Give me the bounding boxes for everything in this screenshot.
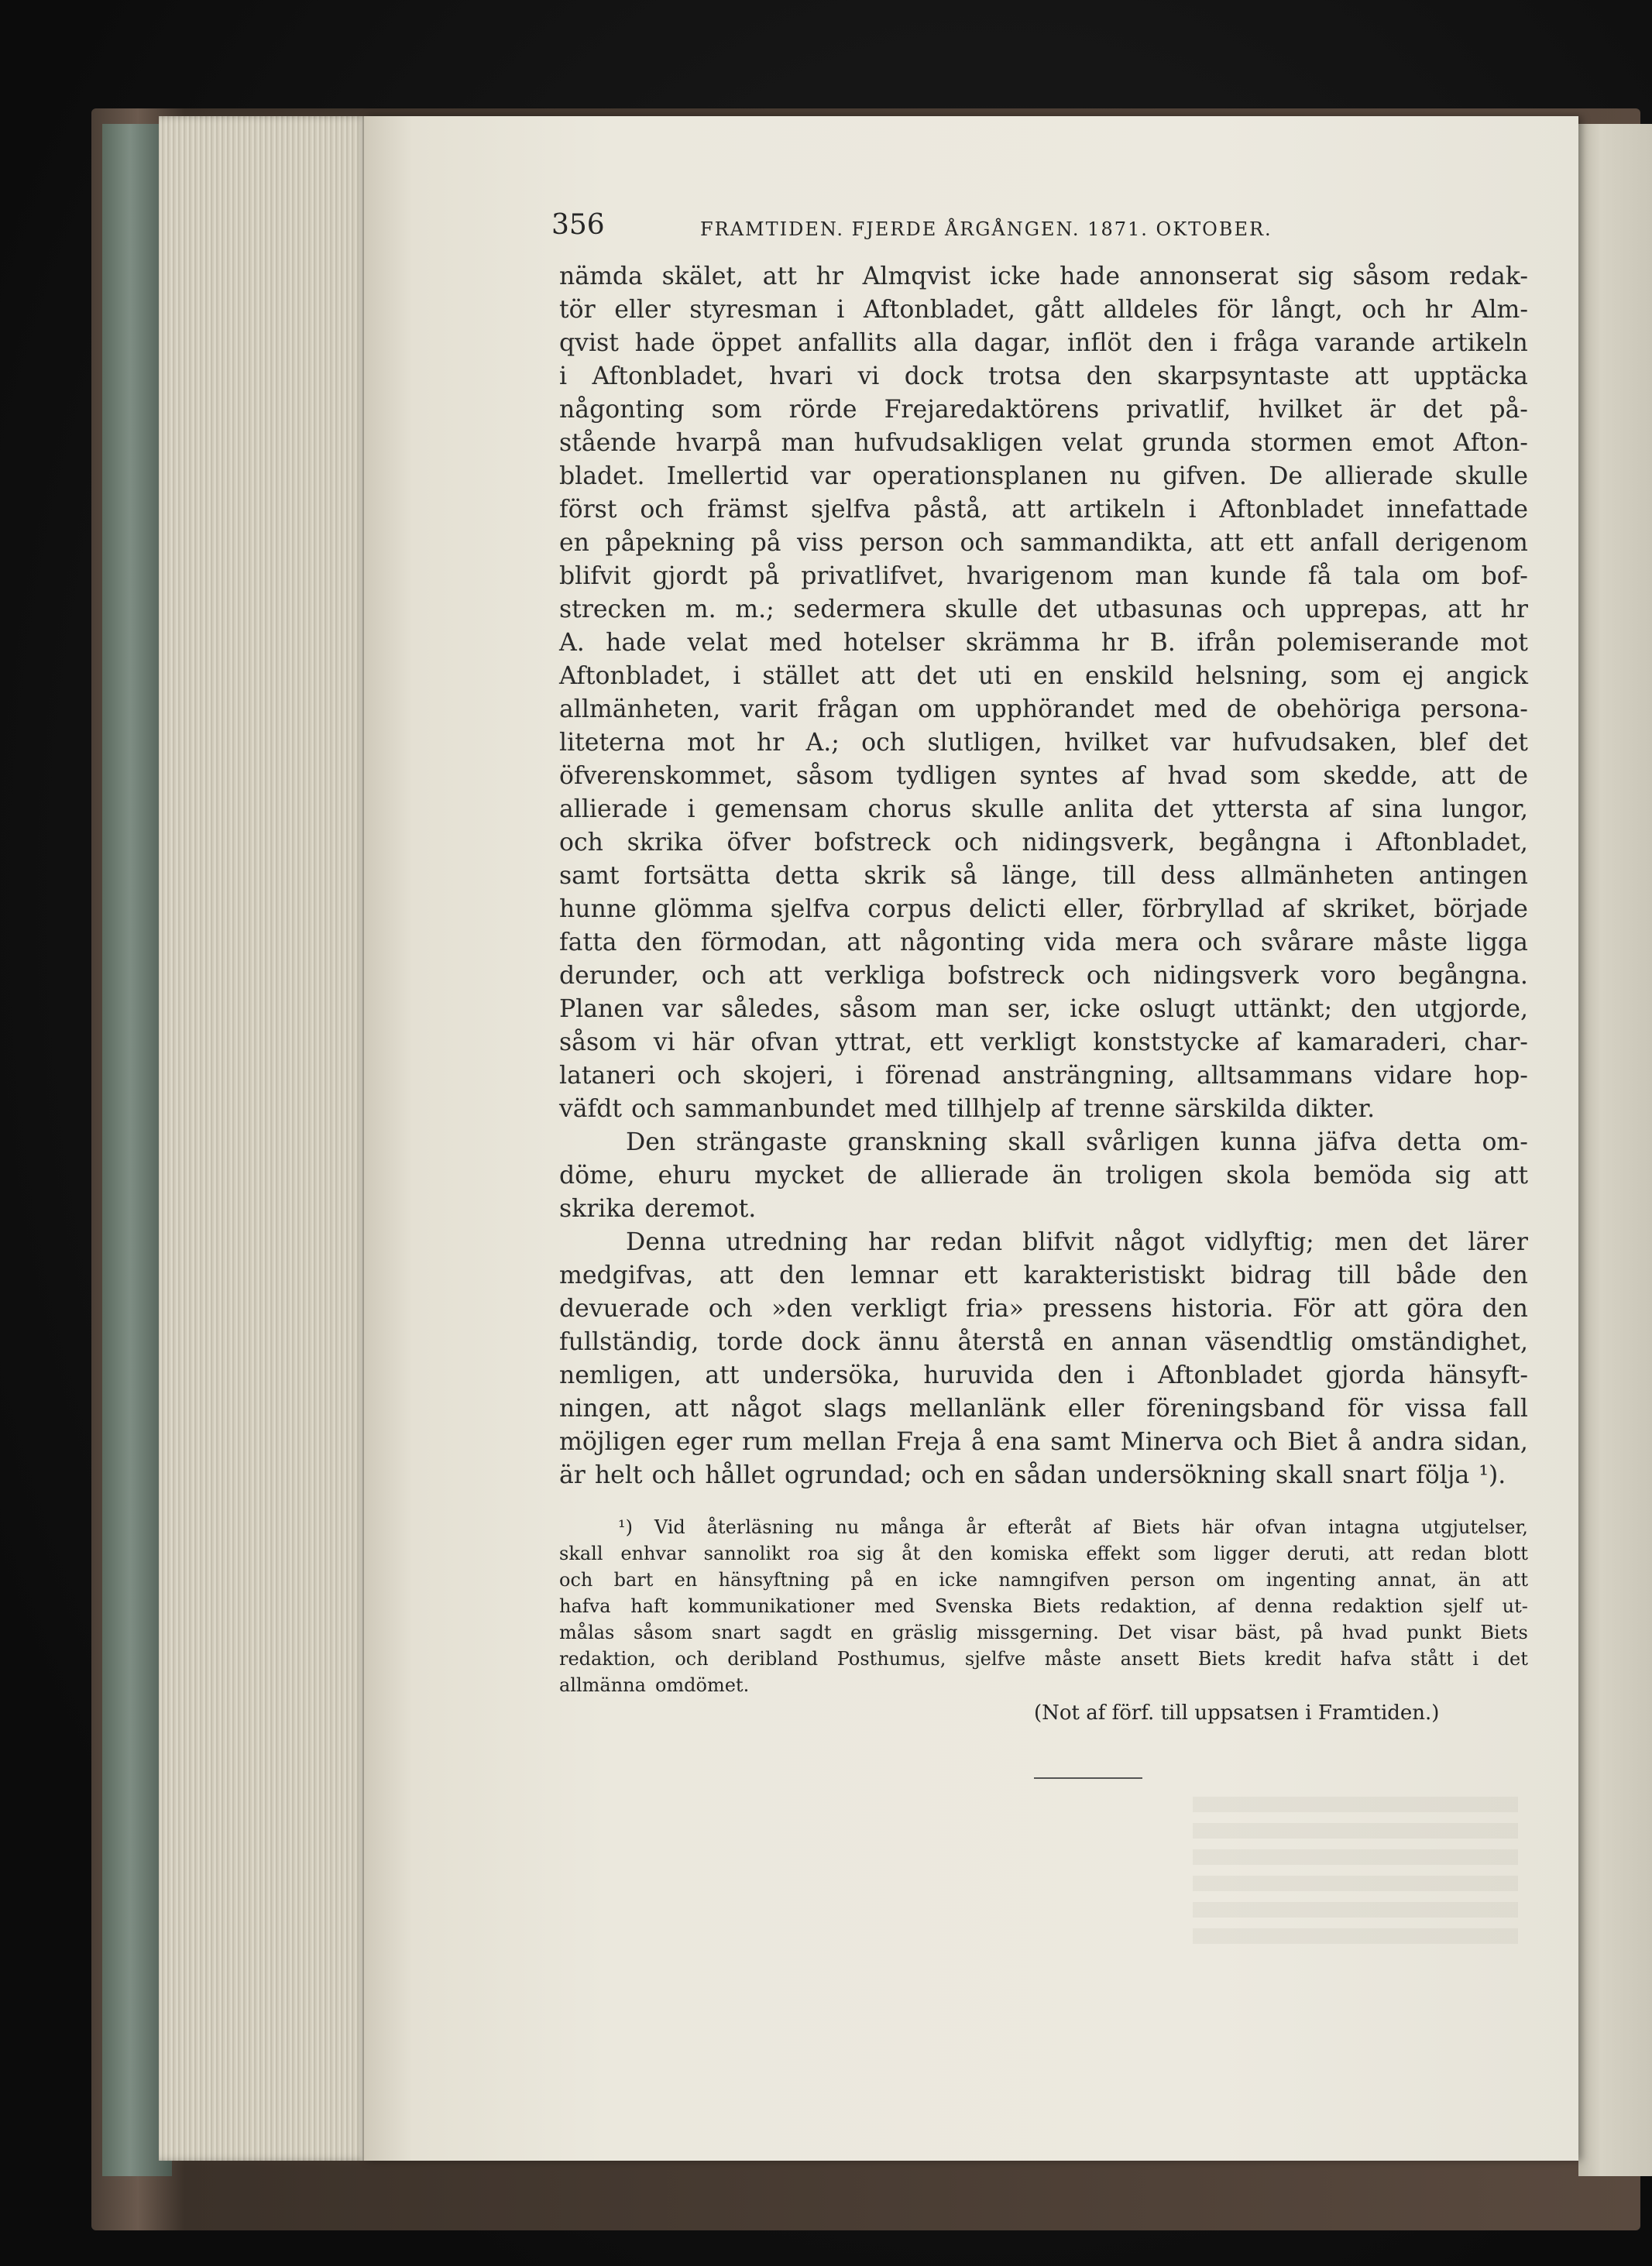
text-line: allmänheten, varit frågan om upphörandet med de obehöriga personа- [559, 695, 1528, 723]
section-rule [1034, 1777, 1142, 1779]
footnote-line: målas såsom snart sagdt en gräslig missgerning. Det visar bäst, på hvad punkt Biets [559, 1622, 1528, 1643]
page-edges [159, 116, 368, 2161]
text-line: allierade i gemensam chorus skulle anlita det yttersta af sina lungor, [559, 795, 1528, 823]
text-line: nemligen, att undersöka, huruvida den i Aftonbladet gjorda hänsyft- [559, 1361, 1528, 1389]
text-line: blifvit gjordt på privatlifvet, hvarigenom man kunde få tala om bof- [559, 562, 1528, 590]
footnote [559, 1514, 1528, 1698]
footnote-signature: (Not af förf. till uppsatsen i Framtiden.) [1034, 1701, 1440, 1725]
text-line: fatta den förmodan, att någonting vida mera och svårare måste ligga [559, 929, 1528, 956]
text-line: liteterna mot hr A.; och slutligen, hvilket var hufvudsaken, blef det [559, 729, 1528, 757]
text-line: hunne glömma sjelfva corpus delicti eller, förbryllad af skriket, började [559, 895, 1528, 923]
text-line: qvist hade öppet anfallits alla dagar, inflöt den i fråga varande artikeln [559, 329, 1528, 357]
text-line: Den strängaste granskning skall svårligen kunna jäfva detta om- [626, 1128, 1528, 1156]
text-line: strecken m. m.; sedermera skulle det utbasunas och upprepas, att hr [559, 596, 1528, 623]
text-line: döme, ehuru mycket de allierade än troligen skola bemöda sig att [559, 1162, 1528, 1190]
text-line: Planen var således, såsom man ser, icke oslugt uttänkt; den utgjorde, [559, 995, 1528, 1023]
text-line: derunder, och att verkliga bofstreck och nidingsverk voro begångna. [559, 962, 1528, 990]
text-line: Denna utredning har redan blifvit något vidlyftig; men det lärer [626, 1228, 1528, 1256]
text-line: möjligen eger rum mellan Freja å ena samt Minerva och Biet å andra sidan, [559, 1428, 1528, 1456]
running-head: FRAMTIDEN. FJERDE ÅRGÅNGEN. 1871. OKTOBER. [700, 218, 1272, 240]
text-line: devuerade och »den verkligt fria» pressens historia. För att göra den [559, 1295, 1528, 1323]
text-line: en påpekning på viss person och sammandikta, att ett anfall derigenom [559, 529, 1528, 557]
footnote-line: redaktion, och deribland Posthumus, sjelfve måste ansett Biets kredit hafva stått i det [559, 1648, 1528, 1670]
text-line: tör eller styresman i Aftonbladet, gått alldeles för långt, och hr Alm- [559, 296, 1528, 324]
footnote-line: skall enhvar sannolikt roa sig åt den komiska effekt som ligger deruti, att redan blott [559, 1543, 1528, 1564]
text-line: nämda skälet, att hr Almqvist icke hade annonserat sig såsom redak- [559, 263, 1528, 290]
facing-page-edge [1578, 124, 1652, 2176]
text-line: stående hvarpå man hufvudsakligen velat grunda stormen emot Afton- [559, 429, 1528, 457]
page-number: 356 [551, 209, 605, 241]
text-line: i Aftonbladet, hvari vi dock trotsa den skarpsyntaste att upptäcka [559, 362, 1528, 390]
text-line: öfverenskommet, såsom tydligen syntes af hvad som skedde, att de [559, 762, 1528, 790]
body-text [559, 260, 1528, 1492]
text-line: samt fortsätta detta skrik så länge, till dess allmänheten antingen [559, 862, 1528, 890]
page-header [551, 209, 1388, 248]
text-line: fullständig, torde dock ännu återstå en annan väsendtlig omständighet, [559, 1328, 1528, 1356]
text-line: såsom vi här ofvan yttrat, ett verkligt konststycke af kamaraderi, char- [559, 1028, 1528, 1056]
text-line: Aftonbladet, i stället att det uti en enskild helsning, som ej angick [559, 662, 1528, 690]
text-line: först och främst sjelfva påstå, att artikeln i Aftonbladet innefattade [559, 496, 1528, 524]
text-line: väfdt och sammanbundet med tillhjelp af trenne särskilda dikter. [559, 1095, 1376, 1123]
footnote-line: och bart en hänsyftning på en icke namngifven person om ingenting annat, än att [559, 1569, 1528, 1591]
footnote-line: allmänna omdömet. [559, 1674, 750, 1696]
text-line: A. hade velat med hotelser skrämma hr B. ifrån polemiserande mot [559, 629, 1528, 657]
footnote-line: hafva haft kommunikationer med Svenska Biets redaktion, af denna redaktion sjelf ut- [559, 1595, 1528, 1617]
text-line: skrika deremot. [559, 1195, 757, 1223]
text-line: och skrika öfver bofstreck och nidingsverk, begångna i Aftonbladet, [559, 829, 1528, 857]
text-line: bladet. Imellertid var operationsplanen nu gifven. De allierade skulle [559, 462, 1528, 490]
bleed-through [1193, 1797, 1518, 1944]
footnote-line: ¹) Vid återläsning nu många år efteråt af Biets här ofvan intagna utgjutelser, [618, 1516, 1528, 1538]
text-line: medgifvas, att den lemnar ett karakteristiskt bidrag till både den [559, 1262, 1528, 1289]
text-line: lataneri och skojeri, i förenad ansträngning, alltsammans vidare hop- [559, 1062, 1528, 1090]
text-line: är helt och hållet ogrundad; och en sådan undersökning skall snart följa ¹). [559, 1461, 1506, 1489]
text-line: ningen, att något slags mellanlänk eller föreningsband för vissa fall [559, 1395, 1528, 1423]
text-line: någonting som rörde Frejaredaktörens privatlif, hvilket är det på- [559, 396, 1528, 424]
